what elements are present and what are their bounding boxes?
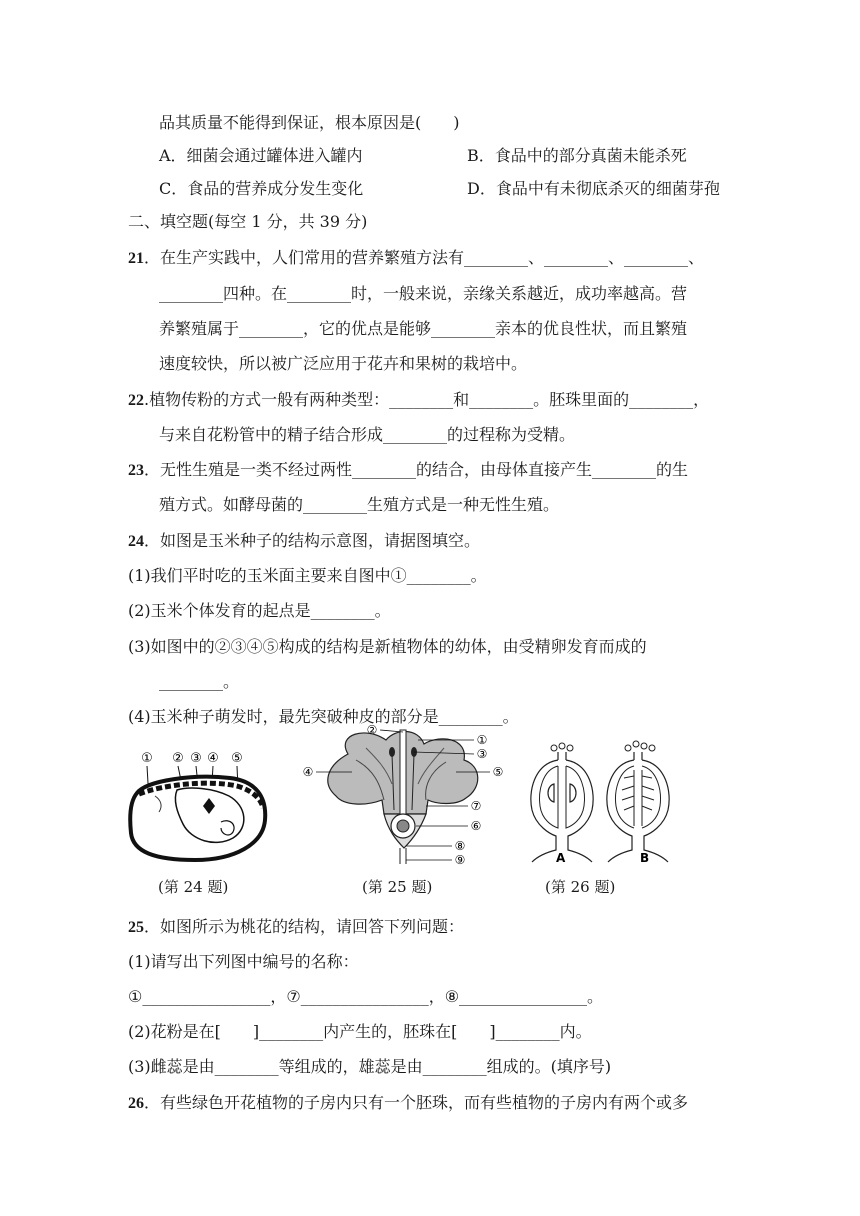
fig25-label-1: ① [476,733,488,747]
q21-text: ．在生产实践中，人们常用的营养繁殖方法有________、________、________、 [144,248,705,267]
q25-text: ．如图所示为桃花的结构，请回答下列问题： [144,917,465,936]
q24-text: ．如图是玉米种子的结构示意图，请据图填空。 [144,531,481,550]
question-number: 22 [128,392,144,409]
fig25-label-8: ⑧ [454,839,466,853]
q25-sub-1: (1)请写出下列图中编号的名称： [128,952,359,971]
q24-line-1 [128,530,480,553]
fig24-caption: (第 24 题) [158,878,229,896]
q25-sub-2: (2)花粉是在[ ]________内产生的，胚珠在[ ]________内。 [128,1022,592,1041]
q22-line-1 [128,389,709,412]
question-number: 23 [128,462,144,479]
fig24-label-2: ② [172,751,184,766]
q25-sub-1-blanks: ①________________，⑦________________，⑧________________。 [128,987,604,1006]
fig26-caption: (第 26 题) [545,878,616,896]
q21-line-1 [128,247,704,270]
q24-sub-4: (4)玉米种子萌发时，最先突破种皮的部分是________。 [128,707,519,726]
q23-line-1 [128,459,688,482]
q24-sub-2: (2)玉米个体发育的起点是________。 [128,601,391,620]
q21-line-4: 速度较快，所以被广泛应用于花卉和果树的栽培中。 [159,354,528,373]
q22-text: .植物传粉的方式一般有两种类型：________和________。胚珠里面的________， [144,390,710,409]
q20-option-d[interactable]: D．食品中有未彻底杀灭的细菌芽孢 [467,179,720,198]
fig26-label-a: A [556,851,566,865]
q20-option-b[interactable]: B．食品中的部分真菌未能杀死 [467,146,687,165]
fig25-label-7: ⑦ [470,799,482,813]
q23-line-2: 殖方式。如酵母菌的________生殖方式是一种无性生殖。 [159,495,560,514]
peach-flower-figure [296,714,508,866]
corn-seed-figure [125,748,275,868]
q21-line-3: 养繁殖属于________，它的优点是能够________亲本的优良性状，而且繁殖 [159,319,688,338]
question-number: 21 [128,250,144,267]
fig25-label-4: ④ [302,765,314,779]
fig24-label-3: ③ [190,751,202,766]
ovary-figure [524,740,696,868]
q20-option-c[interactable]: C．食品的营养成分发生变化 [159,179,364,198]
q26-text: ．有些绿色开花植物的子房内只有一个胚珠，而有些植物的子房内有两个或多 [144,1093,689,1112]
fig24-label-5: ⑤ [231,751,243,766]
fig25-label-9: ⑨ [454,853,466,866]
question-number: 26 [128,1095,144,1112]
fig24-label-4: ④ [207,751,219,766]
q20-stem-tail: 品其质量不能得到保证，根本原因是( ) [159,113,460,132]
question-number: 25 [128,919,144,936]
fig25-label-3: ③ [476,747,488,761]
q25-sub-3: (3)雌蕊是由________等组成的，雄蕊是由________组成的。(填序号) [128,1057,612,1076]
q22-line-2: 与来自花粉管中的精子结合形成________的过程称为受精。 [159,425,576,444]
q26-line-1 [128,1092,688,1115]
fig25-label-5: ⑤ [492,765,504,779]
q24-sub-3b: ________。 [159,672,240,691]
fig25-label-2: ② [366,723,378,737]
fig25-caption: (第 25 题) [362,878,433,896]
q24-sub-1: (1)我们平时吃的玉米面主要来自图中①________。 [128,566,487,585]
ovary-b [607,741,669,865]
fig25-label-6: ⑥ [470,819,482,833]
q25-line-1 [128,916,464,939]
fig24-label-1: ① [141,751,153,766]
question-number: 24 [128,533,144,550]
q20-option-a[interactable]: A．细菌会通过罐体进入罐内 [159,146,363,165]
fig26-label-b: B [640,851,650,865]
q23-text: ．无性生殖是一类不经过两性________的结合，由母体直接产生________的生 [144,460,689,479]
q24-sub-3a: (3)如图中的②③④⑤构成的结构是新植物体的幼体，由受精卵发育而成的 [128,637,647,656]
q21-line-2: ________四种。在________时，一般来说，亲缘关系越近，成功率越高。营 [159,284,688,303]
section-title: 二、填空题(每空 1 分，共 39 分) [128,212,368,231]
ovary-a [531,743,593,865]
